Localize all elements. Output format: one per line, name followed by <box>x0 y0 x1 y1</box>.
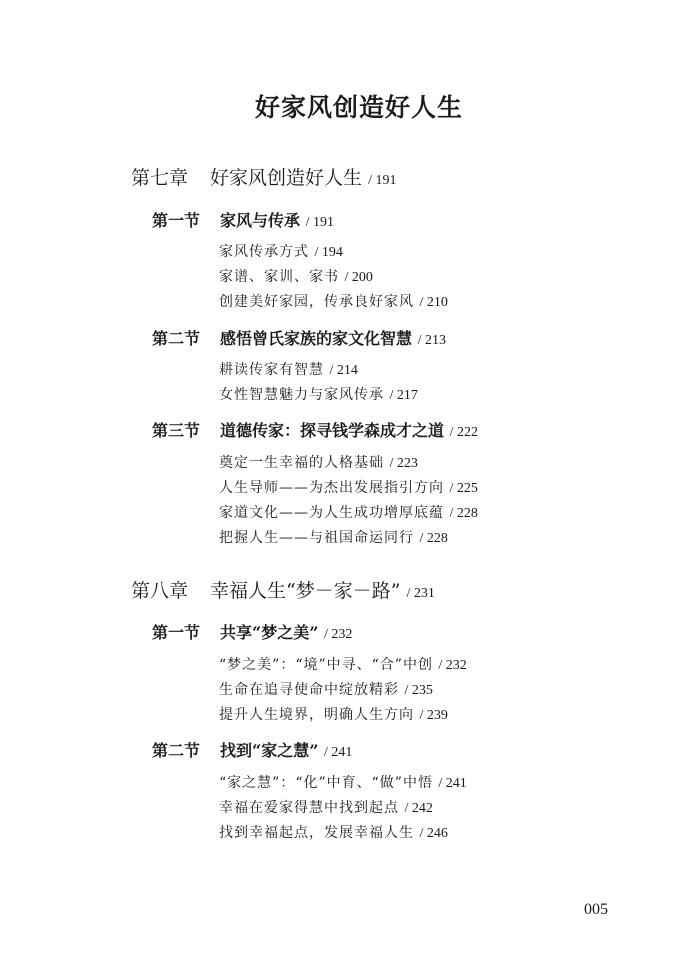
page-ref: / 241 <box>438 776 467 791</box>
section-label: 第二节 <box>152 329 201 348</box>
toc-item[interactable] <box>219 704 448 724</box>
item-title: 生命在追寻使命中绽放精彩 <box>219 682 399 698</box>
toc-item[interactable] <box>219 679 433 699</box>
toc-item[interactable] <box>219 822 448 842</box>
chapter-title: 好家风创造好人生 <box>210 167 363 189</box>
page-ref: / 200 <box>344 270 373 285</box>
item-title: 人生导师——为杰出发展指引方向 <box>219 480 444 496</box>
section-7-1-entry[interactable] <box>152 208 334 231</box>
section-8-1-entry[interactable] <box>152 620 352 643</box>
section-title: 感悟曾氏家族的家文化智慧 <box>220 329 413 348</box>
item-title: 家风传承方式 <box>219 244 309 260</box>
page-ref: / 194 <box>314 245 343 260</box>
toc-item[interactable] <box>219 527 448 547</box>
page-ref: / 217 <box>389 388 418 403</box>
chapter-label: 第八章 <box>131 580 189 602</box>
chapter-8-entry[interactable] <box>131 576 435 603</box>
item-title: 奠定一生幸福的人格基础 <box>219 455 384 471</box>
page-ref: / 242 <box>404 801 433 816</box>
item-title: 耕读传家有智慧 <box>219 362 324 378</box>
toc-item[interactable] <box>219 241 343 261</box>
item-title: 提升人生境界，明确人生方向 <box>219 707 414 723</box>
page-ref: / 228 <box>419 531 448 546</box>
page-ref: / 228 <box>449 506 478 521</box>
item-title: “家之慧”：“化”中育、“做”中悟 <box>219 775 433 791</box>
section-label: 第一节 <box>152 623 201 642</box>
page-number: 005 <box>584 901 608 918</box>
page-ref: / 239 <box>419 708 448 723</box>
item-title: 幸福在爱家得慧中找到起点 <box>219 800 399 816</box>
page-ref: / 191 <box>368 173 397 188</box>
chapter-label: 第七章 <box>131 167 189 189</box>
toc-item[interactable] <box>219 502 478 522</box>
section-8-2-entry[interactable] <box>152 738 352 761</box>
toc-item[interactable] <box>219 266 373 286</box>
chapter-title: 幸福人生“梦－家－路” <box>210 580 401 602</box>
page-ref: / 191 <box>305 215 334 230</box>
toc-item[interactable] <box>219 654 467 674</box>
section-7-2-entry[interactable] <box>152 326 446 349</box>
page-ref: / 241 <box>324 745 353 760</box>
section-title: 找到“家之慧” <box>220 741 319 760</box>
toc-item[interactable] <box>219 291 448 311</box>
page-ref: / 232 <box>438 658 467 673</box>
page-ref: / 223 <box>389 456 418 471</box>
item-title: 家道文化——为人生成功增厚底蕴 <box>219 505 444 521</box>
item-title: 把握人生——与祖国命运同行 <box>219 530 414 546</box>
page-ref: / 213 <box>417 333 446 348</box>
toc-item[interactable] <box>219 384 418 404</box>
toc-item[interactable] <box>219 797 433 817</box>
section-label: 第二节 <box>152 741 201 760</box>
item-title: 创建美好家园，传承良好家风 <box>219 294 414 310</box>
page-ref: / 246 <box>419 826 448 841</box>
page-ref: / 225 <box>449 481 478 496</box>
section-label: 第一节 <box>152 211 201 230</box>
section-label: 第三节 <box>152 421 201 440</box>
item-title: 女性智慧魅力与家风传承 <box>219 387 384 403</box>
item-title: “梦之美”：“境”中寻、“合”中创 <box>219 657 433 673</box>
toc-item[interactable] <box>219 452 418 472</box>
section-title: 道德传家：探寻钱学森成才之道 <box>220 421 445 440</box>
page-ref: / 214 <box>329 363 358 378</box>
page-ref: / 222 <box>449 425 478 440</box>
toc-item[interactable] <box>219 477 478 497</box>
section-title: 家风与传承 <box>220 211 301 230</box>
section-title: 共享“梦之美” <box>220 623 319 642</box>
item-title: 家谱、家训、家书 <box>219 269 339 285</box>
section-7-3-entry[interactable] <box>152 418 478 441</box>
page-ref: / 235 <box>404 683 433 698</box>
page-ref: / 210 <box>419 295 448 310</box>
page-ref: / 232 <box>324 627 353 642</box>
item-title: 找到幸福起点，发展幸福人生 <box>219 825 414 841</box>
toc-item[interactable] <box>219 359 358 379</box>
page-title: 好家风创造好人生 <box>254 93 463 122</box>
toc-item[interactable] <box>219 772 467 792</box>
chapter-7-entry[interactable] <box>131 163 396 190</box>
page-ref: / 231 <box>406 586 435 601</box>
